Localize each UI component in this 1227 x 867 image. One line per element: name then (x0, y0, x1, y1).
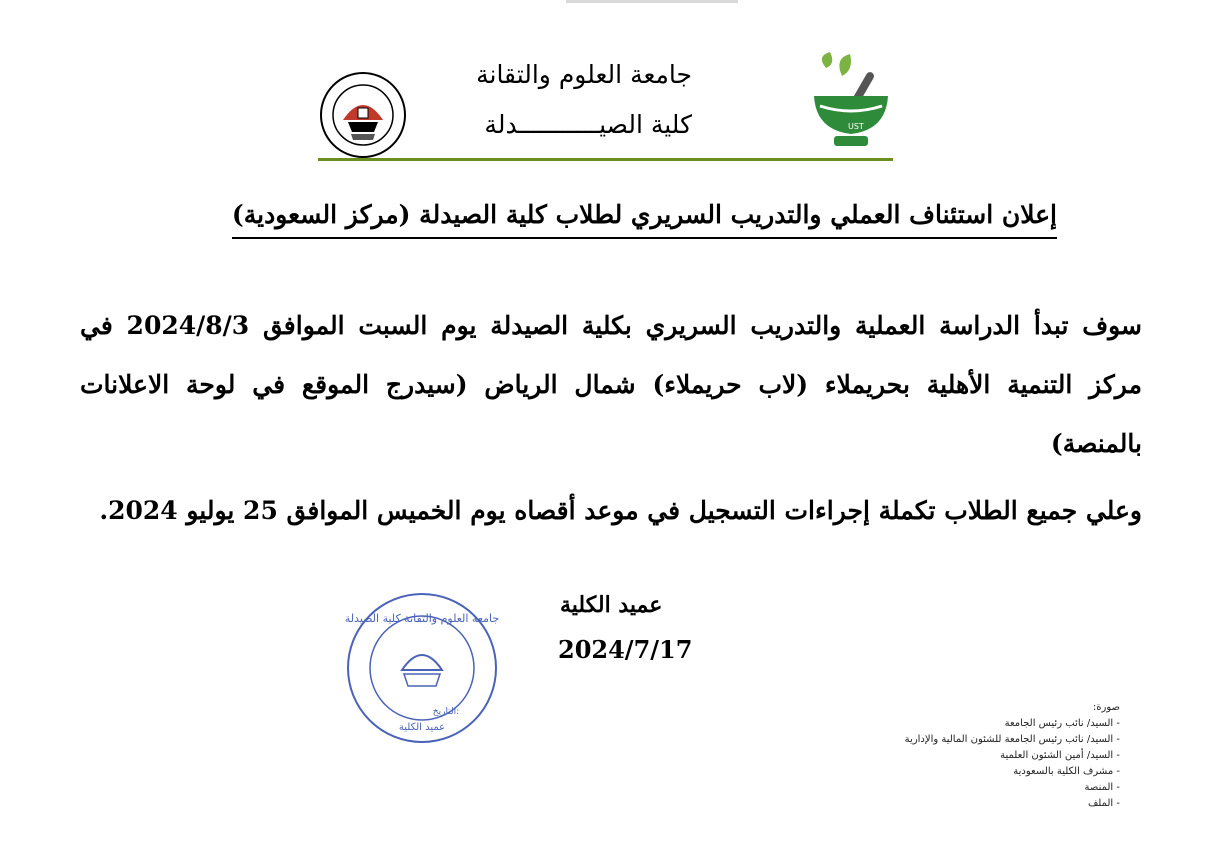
stamp-dean-label: عميد الكلية (398, 722, 446, 733)
pharmacy-logo-text: UST (848, 122, 864, 131)
cc-item: - الملف (1087, 798, 1120, 809)
cc-item: - السيد/ نائب رئيس الجامعة للشئون المالية والإدارية (904, 734, 1120, 745)
stamp-date-label: التاريخ: (432, 707, 460, 717)
signature-date: 2024/7/17 (558, 635, 693, 664)
header-rule (318, 158, 893, 161)
cc-item: - السيد/ أمين الشئون العلمية (1000, 750, 1120, 761)
top-rule (566, 0, 738, 3)
college-name: كلية الصيـــــــــــدلة (484, 110, 692, 139)
college-stamp (342, 588, 502, 748)
university-logo (318, 70, 408, 160)
university-name: جامعة العلوم والتقانة (476, 60, 692, 89)
announcement-title: إعلان استئناف العملي والتدريب السريري لطلاب كلية الصيدلة (مركز السعودية) (232, 200, 1057, 239)
cc-heading: صورة: (1092, 702, 1120, 713)
paragraph-registration-deadline: وعلي جميع الطلاب تكملة إجراءات التسجيل في موعد أقصاه يوم الخميس الموافق 25 يوليو 2024. (99, 496, 1142, 525)
signature-title: عميد الكلية (560, 592, 663, 618)
cc-item: - السيد/ نائب رئيس الجامعة (1004, 718, 1120, 729)
stamp-ring-text: جامعة العلوم والتقانة كلية الصيدلة (344, 612, 500, 625)
pharmacy-logo (806, 50, 896, 155)
cc-list (905, 700, 1120, 812)
cc-item: - المنصة (1084, 782, 1120, 793)
paragraph-start-date: سوف تبدأ الدراسة العملية والتدريب السريري بكلية الصيدلة يوم السبت الموافق 2024/8/3 في مركز التنمية الأهلية بحريملاء (لاب حريملاء) شمال الرياض (سيدرج الموقع في لوحة الاعلانات بالمنصة) (80, 311, 1142, 458)
cc-item: - مشرف الكلية بالسعودية (1013, 766, 1120, 777)
